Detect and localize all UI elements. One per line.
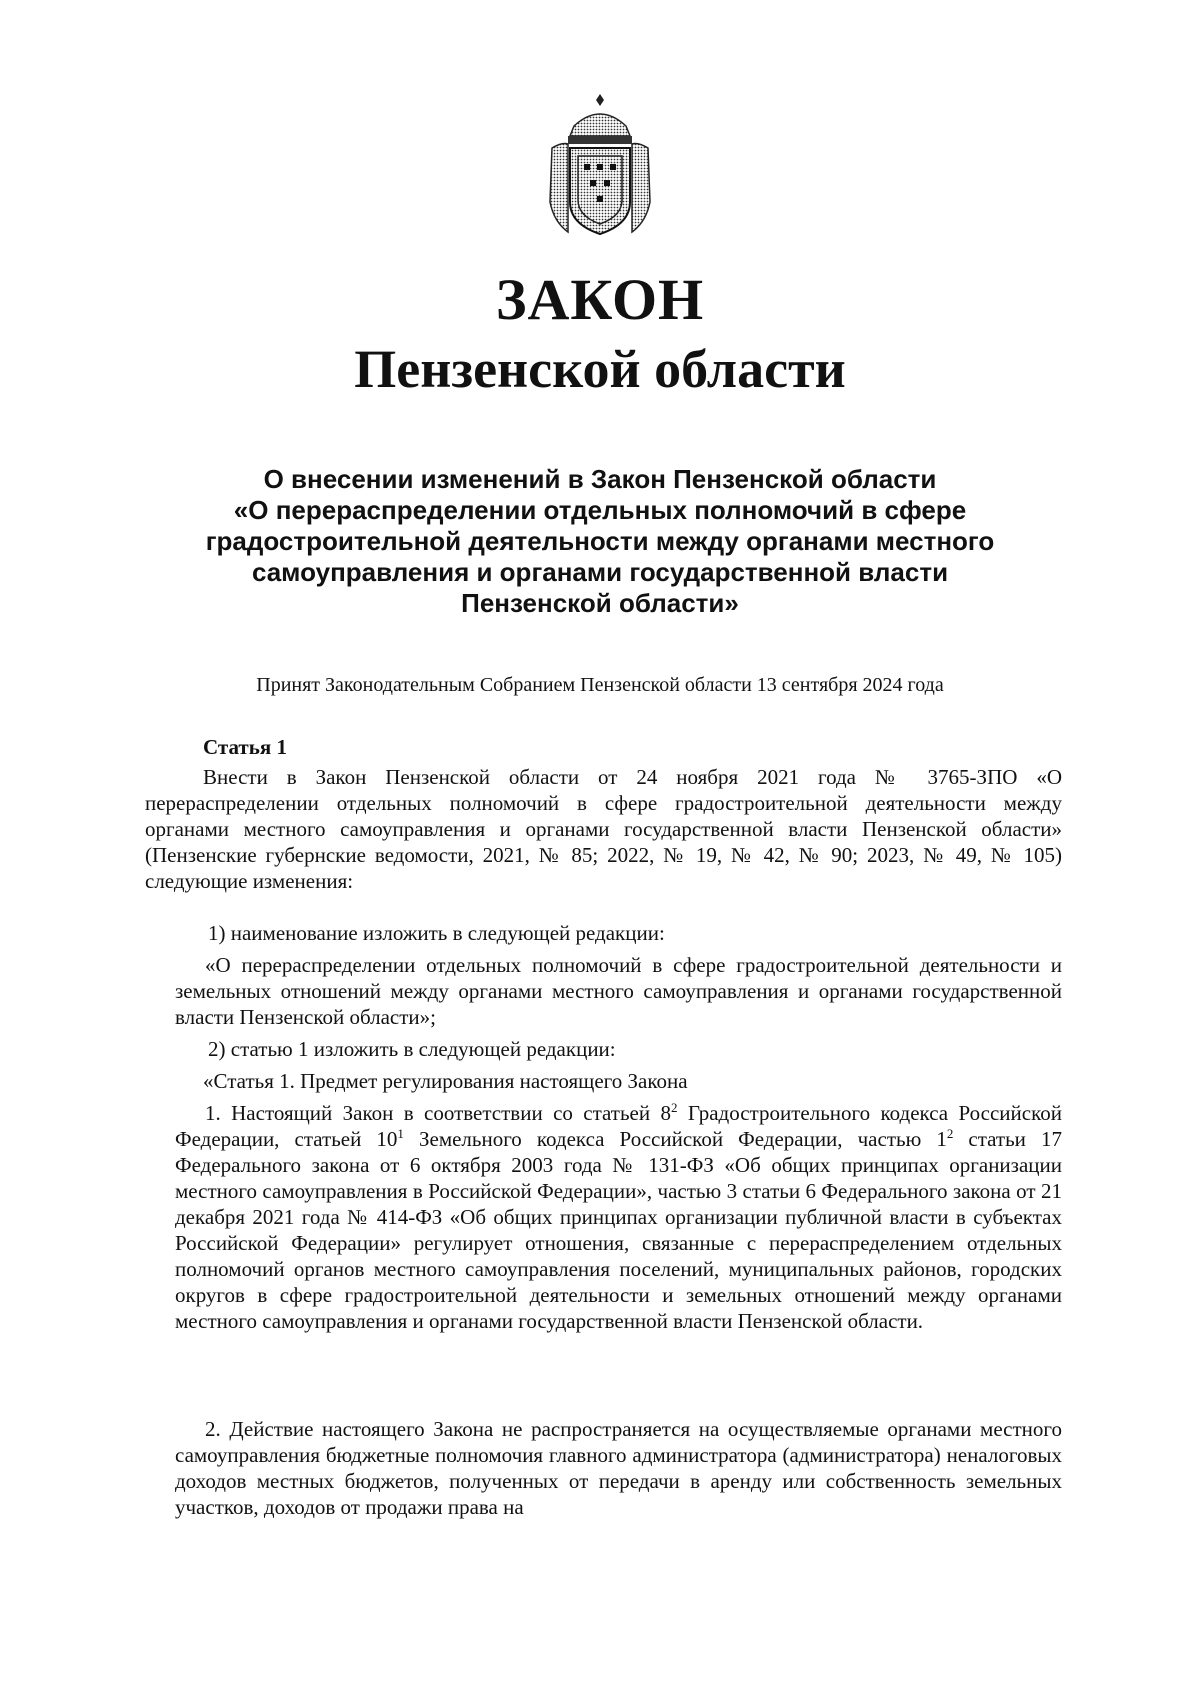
article-heading: Статья 1 (203, 735, 287, 759)
law-subject (150, 464, 1050, 619)
article-intro (145, 764, 1062, 894)
subject-line: «О перераспределении отдельных полномочий в сфере (233, 495, 967, 525)
paragraph-1-text (175, 1100, 1062, 1334)
subject-line: самоуправления и органами государственной власти (251, 557, 949, 587)
document-subtitle: Пензенской области (354, 339, 846, 399)
new-article-heading: «Статья 1. Предмет регулирования настоящего Закона (203, 1069, 688, 1093)
superscript: 1 (397, 1126, 404, 1141)
document-title: ЗАКОН (495, 267, 705, 332)
paragraph-2-text: 2. Действие настоящего Закона не распространяется на осуществляемые органами местного самоуправления бюджетные полномочия главного администратора (администратора) неналоговых доходов местных бюджетов, полученных от передачи в аренду или собственность земельных участков, доходов от продажи права на (175, 1417, 1062, 1519)
paragraph-1-part: Земельного кодекса Российской Федерации, частью 1 (403, 1127, 947, 1151)
adoption-note: Принят Законодательным Собранием Пензенской области 13 сентября 2024 года (256, 674, 944, 696)
new-article-paragraph-2 (175, 1416, 1062, 1520)
superscript: 2 (946, 1126, 954, 1141)
subject-line: Пензенской области» (461, 588, 739, 618)
subject-line: О внесении изменений в Закон Пензенской области (263, 464, 937, 494)
article-intro-text: Внести в Закон Пензенской области от 24 ноября 2021 года № 3765-ЗПО «О перераспределении отдельных полномочий в сфере градостроительной деятельности между органами местного самоуправления и органами государственной власти Пензенской области» (Пензенские губернские ведомости, 2021, № 85; 2022, № 19, № 42, № 90; 2023, № 49, № 105) следующие изменения: (145, 765, 1062, 893)
amendment-item-1-text (175, 952, 1062, 1030)
paragraph-1-part: статьи 17 Федерального закона от 6 октября 2003 года № 131-ФЗ «Об общих принципах организации местного самоуправления в Российской Федерации», частью 3 статьи 6 Федерального закона от 21 декабря 2021 года № 414-ФЗ «Об общих принципах организации публичной власти в субъектах Российской Федерации» регулирует отношения, связанные с перераспределением отдельных полномочий органов местного самоуправления поселений, муниципальных районов, городских округов в сфере градостроительной деятельности и земельных отношений между органами местного самоуправления и органами государственной власти Пензенской области. (175, 1127, 1062, 1333)
amendment-item-2: 2) статью 1 изложить в следующей редакции: (208, 1037, 616, 1061)
new-article-paragraph-1 (175, 1100, 1062, 1334)
new-title-text: «О перераспределении отдельных полномочий в сфере градостроительной деятельности и земельных отношений между органами местного самоуправления и органами государственной власти Пензенской области»; (175, 953, 1062, 1029)
coat-of-arms-emblem (544, 92, 656, 242)
superscript: 2 (671, 1100, 678, 1115)
paragraph-1-part: 1. Настоящий Закон в соответствии со статьей 8 (205, 1101, 671, 1125)
subject-line: градостроительной деятельности между органами местного (205, 526, 995, 556)
amendment-item-1: 1) наименование изложить в следующей редакции: (208, 921, 665, 945)
paragraph-1-part: Градостроительного кодекса Российской Федерации, статьей 10 (175, 1101, 1062, 1151)
